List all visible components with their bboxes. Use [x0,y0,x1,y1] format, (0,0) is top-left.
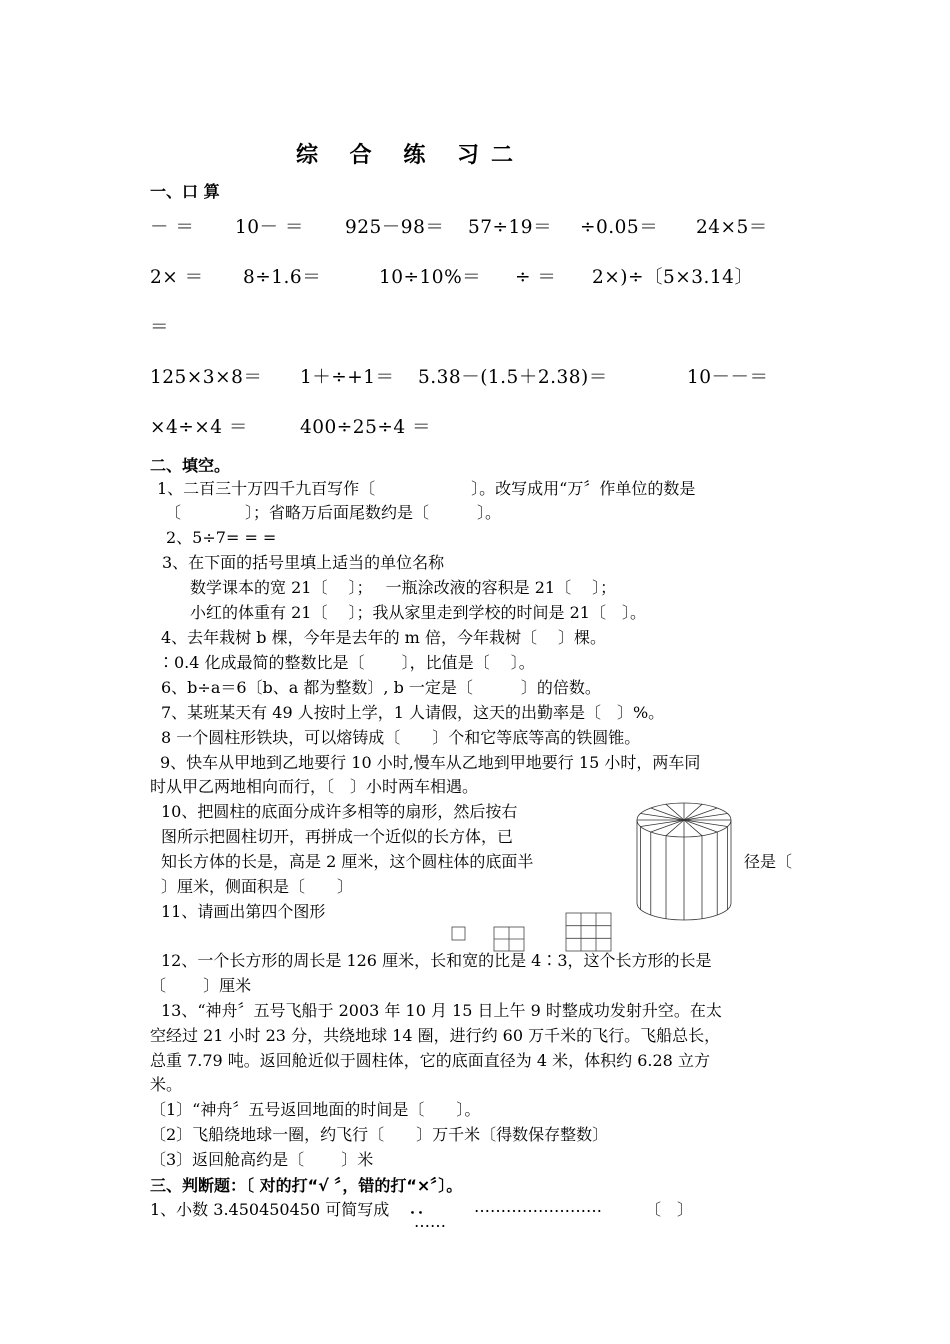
ellipsis: …… [414,1212,446,1231]
calc-item: 8÷1.6＝ [243,267,322,288]
page-title: 综 合 练 习二 [296,143,525,168]
calc-item: ＝ [150,317,170,338]
question-line: 〔3〕返回舱高约是〔 〕米 [150,1150,374,1169]
question-line: 10、把圆柱的底面分成许多相等的扇形，然后按右 [161,802,518,821]
cylinder-figure [634,800,734,925]
calc-item: － ＝ [150,217,195,238]
calc-item: 400÷25÷4 ＝ [300,417,432,438]
calc-item: 24×5＝ [696,217,768,238]
calc-item: 2× ＝ [150,267,204,288]
question-line: 数学课本的宽 21〔 〕； 一瓶涂改液的容积是 21〔 〕； [190,578,617,597]
answer-bracket: 〔 〕 [645,1200,694,1219]
question-line: ∶0.4 化成最简的整数比是〔 〕，比值是〔 〕。 [158,653,535,672]
calc-item: 10÷10%＝ [379,267,482,288]
question-line: 11、请画出第四个图形 [161,902,326,921]
question-line: 总重 7.79 吨。返回舱近似于圆柱体，它的底面直径为 4 米，体积约 6.28 立方 [150,1051,710,1070]
question-line: 〔 〕；省略万后面尾数约是〔 〕。 [165,503,502,522]
question-line: 〔2〕飞船绕地球一圈，约飞行〔 〕万千米〔得数保存整数〕 [150,1125,609,1144]
calc-item: ÷ ＝ [515,267,557,288]
section-1-heading: 一、口 算 [150,182,220,201]
question-line: 径是〔 [744,852,793,871]
calc-item: ÷0.05＝ [580,217,659,238]
question-line: 图所示把圆柱切开，再拼成一个近似的长方体，已 [161,827,514,846]
repeating-decimal-dots: ．． [410,1198,435,1217]
question-line: 小红的体重有 21〔 〕；我从家里走到学校的时间是 21〔 〕。 [190,603,646,622]
calc-item: 1＋÷+1＝ [300,367,395,388]
question-line: 〕厘米，侧面积是〔 〕 [161,877,354,896]
calc-item: 57÷19＝ [468,217,553,238]
question-line: 3、在下面的括号里填上适当的单位名称 [162,553,445,572]
question-line: 9、快车从甲地到乙地要行 10 小时,慢车从乙地到甲地要行 15 小时，两车同 [160,753,701,772]
question-line: 4、去年栽树 b 棵，今年是去年的 m 倍，今年栽树〔 〕棵。 [161,628,607,647]
calc-item: 2×)÷〔5×3.14〕 [592,267,754,288]
question-line: 13、“神舟〞五号飞船于 2003 年 10 月 15 日上午 9 时整成功发射升空。在太 [161,1001,722,1020]
section-2-heading: 二、填空。 [150,456,231,475]
question-line: 知长方体的长是，高是 2 厘米，这个圆柱体的底面半 [161,852,534,871]
question-line: 8 一个圆柱形铁块，可以熔铸成〔 〕个和它等底等高的铁圆锥。 [161,728,641,747]
question-line: 6、b÷a＝6〔b、a 都为整数〕, b 一定是〔 〕的倍数。 [161,678,601,697]
calc-item: 925－98＝ [345,217,445,238]
question-line: 时从甲乙两地相向而行，〔 〕小时两车相遇。 [150,777,479,796]
calc-item: 5.38－(1.5＋2.38)＝ [418,367,608,388]
calc-item: ×4÷×4 ＝ [150,417,248,438]
calc-item: 10－－＝ [687,367,769,388]
question-line: 12、一个长方形的周长是 126 厘米，长和宽的比是 4∶3，这个长方形的长是 [161,951,712,970]
question-line: 2、5÷7= = = [166,528,277,547]
question-line: 〔 〕厘米 [150,976,252,995]
section-3-heading: 三、判断题：〔 对的打“√ 〞，错的打“×〞〕。 [150,1176,463,1195]
question-line: 1、二百三十万四千九百写作〔 〕。改写成用“万〞作单位的数是 [157,479,696,498]
question-line: 空经过 21 小时 23 分，共绕地球 14 圈，进行约 60 万千米的飞行。飞船总长， [150,1026,721,1045]
leader-dots: …………………… [474,1197,602,1216]
judge-question-1: 1、小数 3.450450450 可简写成 [150,1200,390,1219]
question-line: 米。 [150,1075,183,1094]
calc-item: 10－ ＝ [235,217,304,238]
question-line: 7、某班某天有 49 人按时上学，1 人请假，这天的出勤率是〔 〕%。 [161,703,665,722]
question-line: 〔1〕“神舟〞五号返回地面的时间是〔 〕。 [150,1100,481,1119]
calc-item: 125×3×8＝ [150,367,263,388]
